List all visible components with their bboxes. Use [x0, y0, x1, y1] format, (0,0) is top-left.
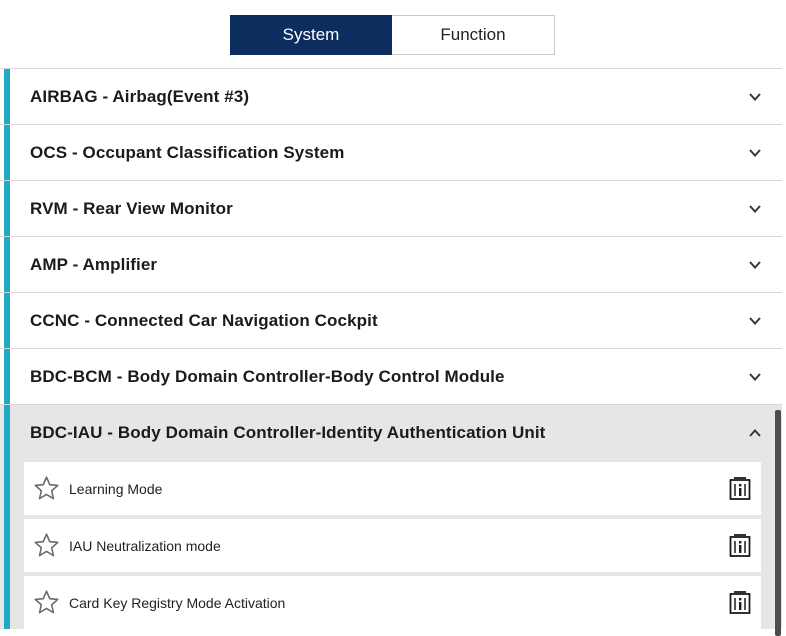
row-accent-bar: [4, 69, 10, 124]
function-row-learning-mode[interactable]: [24, 462, 761, 515]
system-label: OCS - Occupant Classification System: [30, 142, 345, 162]
row-accent-bar: [4, 405, 10, 460]
tab-system[interactable]: System: [230, 15, 392, 55]
system-row-ccnc[interactable]: [0, 292, 782, 348]
row-accent-bar: [4, 125, 10, 180]
chevron-down-icon[interactable]: [748, 258, 762, 272]
system-row-rvm[interactable]: [0, 180, 782, 236]
system-row-airbag[interactable]: [0, 68, 782, 124]
star-outline-icon[interactable]: [33, 532, 60, 559]
chevron-down-icon[interactable]: [748, 314, 762, 328]
function-row-card-key-registry[interactable]: [24, 576, 761, 629]
chevron-down-icon[interactable]: [748, 146, 762, 160]
info-icon[interactable]: [729, 477, 751, 501]
row-accent-bar: [4, 460, 10, 629]
function-label: Learning Mode: [69, 480, 163, 497]
system-label: AIRBAG - Airbag(Event #3): [30, 86, 250, 106]
system-label: BDC-IAU - Body Domain Controller-Identity Authentication Unit: [30, 422, 546, 442]
info-icon[interactable]: [729, 534, 751, 558]
system-label: BDC-BCM - Body Domain Controller-Body Control Module: [30, 366, 505, 386]
system-label: RVM - Rear View Monitor: [30, 198, 233, 218]
system-row-ocs[interactable]: [0, 124, 782, 180]
system-function-tabs: [230, 15, 555, 55]
tab-function[interactable]: Function: [392, 15, 555, 55]
function-label: Card Key Registry Mode Activation: [69, 594, 286, 611]
system-row-bdc-bcm[interactable]: [0, 348, 782, 404]
star-outline-icon[interactable]: [33, 475, 60, 502]
star-outline-icon[interactable]: [33, 589, 60, 616]
row-accent-bar: [4, 181, 10, 236]
row-accent-bar: [4, 293, 10, 348]
vertical-scrollbar[interactable]: [775, 410, 781, 636]
chevron-down-icon[interactable]: [748, 202, 762, 216]
system-list: [0, 68, 782, 633]
function-row-iau-neutralization[interactable]: [24, 519, 761, 572]
row-accent-bar: [4, 237, 10, 292]
system-row-amp[interactable]: [0, 236, 782, 292]
chevron-down-icon[interactable]: [748, 90, 762, 104]
system-label: CCNC - Connected Car Navigation Cockpit: [30, 310, 378, 330]
function-label: IAU Neutralization mode: [69, 537, 221, 554]
row-accent-bar: [4, 349, 10, 404]
info-icon[interactable]: [729, 591, 751, 615]
chevron-down-icon[interactable]: [748, 370, 762, 384]
system-label: AMP - Amplifier: [30, 254, 158, 274]
system-row-bdc-iau[interactable]: [0, 404, 782, 460]
bdc-iau-function-list: [0, 460, 782, 629]
chevron-up-icon[interactable]: [748, 426, 762, 440]
